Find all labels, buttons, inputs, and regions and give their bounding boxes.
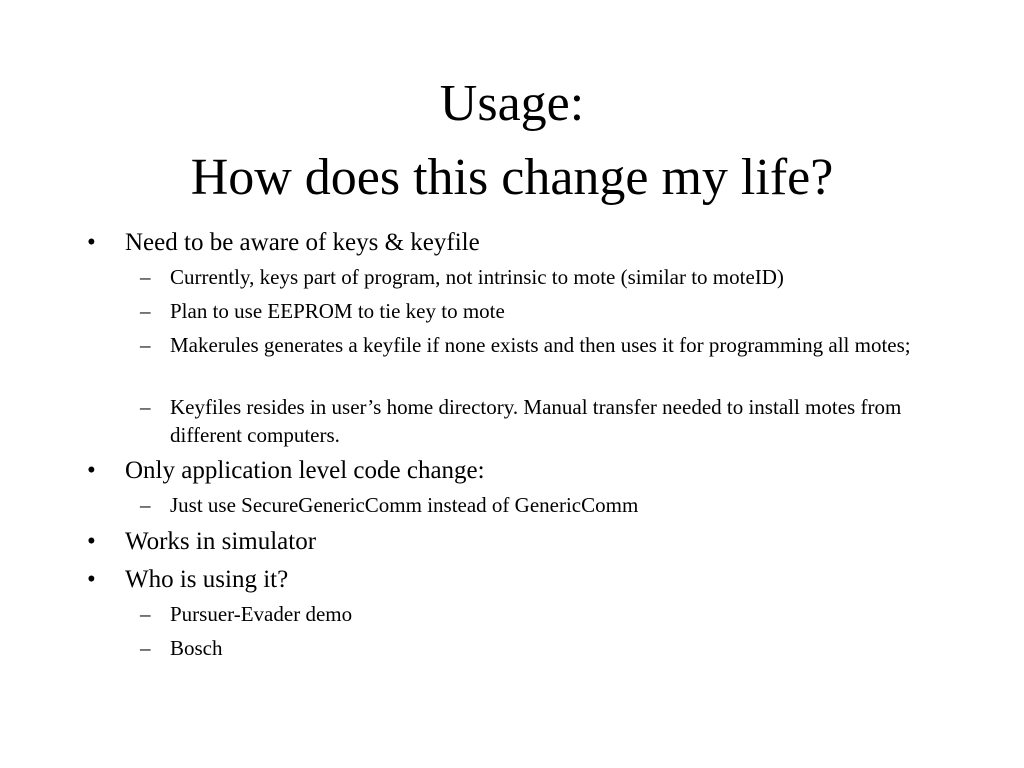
dash-marker: –: [140, 493, 151, 517]
dash-marker: –: [140, 395, 151, 419]
bullet-marker: •: [87, 566, 96, 593]
sub-bullet-text: Pursuer-Evader demo: [170, 602, 353, 626]
bullet-marker: •: [87, 528, 96, 555]
bullet-marker: •: [87, 229, 96, 256]
bullet-text: Who is using it?: [125, 566, 289, 593]
dash-marker: –: [140, 602, 151, 626]
sub-bullet-text: Plan to use EEPROM to tie key to mote: [170, 299, 505, 323]
bullet-marker: •: [87, 457, 96, 484]
dash-marker: –: [140, 636, 151, 660]
dash-marker: –: [140, 265, 151, 289]
bullet-text: Need to be aware of keys & keyfile: [125, 229, 480, 256]
bullet-text: Works in simulator: [125, 528, 317, 555]
sub-bullet-text: Makerules generates a keyfile if none exists and then uses it for programming all motes;: [170, 333, 911, 357]
sub-bullet-text: Bosch: [170, 636, 223, 660]
dash-marker: –: [140, 333, 151, 357]
bullet-text: Only application level code change:: [125, 457, 485, 484]
title-line-2: How does this change my life?: [190, 149, 834, 206]
sub-bullet-text: Currently, keys part of program, not intrinsic to mote (similar to moteID): [170, 265, 784, 289]
slide-title: [0, 67, 1024, 215]
sub-bullet-text: Keyfiles resides in user’s home directory. Manual transfer needed to install motes from different computers.: [170, 395, 902, 447]
dash-marker: –: [140, 299, 151, 323]
sub-bullet-text: Just use SecureGenericComm instead of GenericComm: [170, 493, 639, 517]
title-line-1: Usage:: [439, 75, 585, 132]
